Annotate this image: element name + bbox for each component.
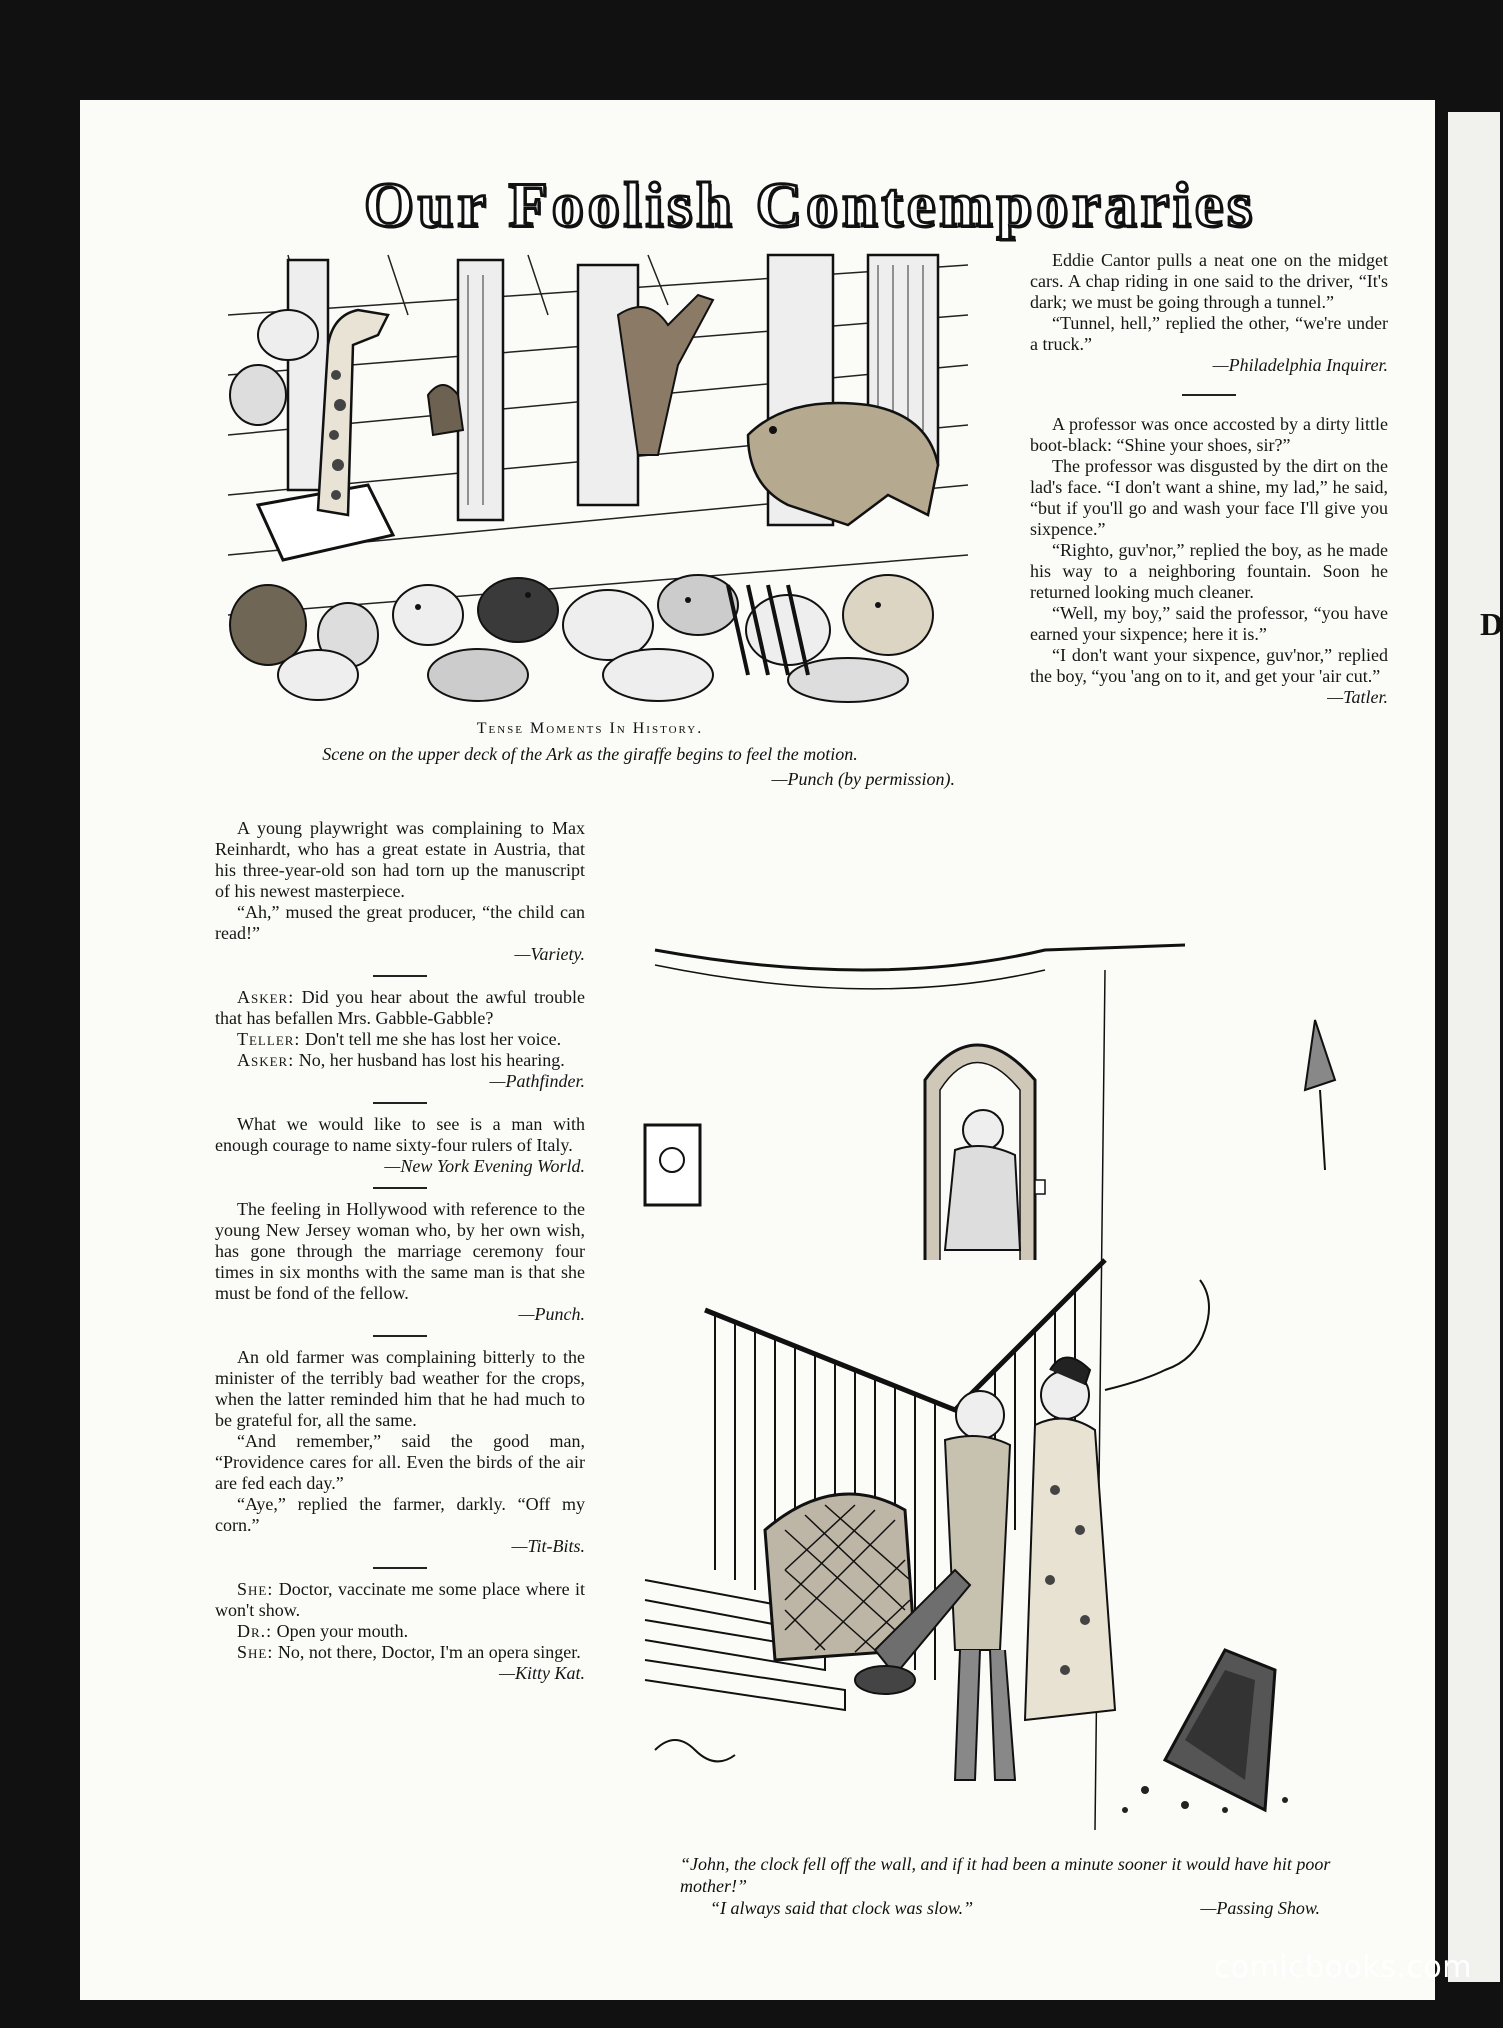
joke-paragraph: “Well, my boy,” said the professor, “you have earned your sixpence; here it is.” — [1030, 603, 1388, 644]
dialogue-line — [215, 987, 585, 1029]
joke-source: —Variety. — [514, 944, 585, 964]
caption-line-1: “John, the clock fell off the wall, and if it had been a minute sooner it would have hit poor mother!” — [680, 1854, 1331, 1896]
speaker-label: Teller: — [237, 1029, 301, 1049]
joke-paragraph: The professor was disgusted by the dirt on the lad's face. “I don't want a shine, my lad,” he said, “but if you'll go and wash your face I'll give you sixpence.” — [1030, 456, 1388, 539]
dialogue-text: Doctor, vaccinate me some place where it won't show. — [215, 1579, 586, 1620]
next-page-fragment: D — [1480, 606, 1503, 642]
joke-paragraph: The feeling in Hollywood with reference to the young New Jersey woman who, by her own wish, has gone through the marriage ceremony four times in six months with the same man is that she must be fond of the fellow. — [215, 1199, 585, 1303]
joke-paragraph: “Aye,” replied the farmer, darkly. “Off my corn.” — [215, 1494, 585, 1535]
joke-paragraph: “Righto, guv'nor,” replied the boy, as he made his way to a neighboring fountain. Soon he returned looking much cleaner. — [1030, 540, 1388, 602]
ark-illustration — [228, 255, 968, 700]
ark-caption-credit: —Punch (by permission). — [771, 769, 955, 789]
joke-paragraph: “Ah,” mused the great producer, “the child can read!” — [215, 902, 585, 943]
caption-line-2-row — [680, 1897, 1350, 1919]
dialogue-line — [215, 1029, 585, 1050]
dialogue-line — [215, 1050, 585, 1071]
joke-paragraph: “And remember,” said the good man, “Providence cares for all. Even the birds of the air are fed each day.” — [215, 1431, 585, 1493]
right-text-column — [1030, 250, 1388, 708]
caption-line-2: “I always said that clock was slow.” — [710, 1898, 974, 1918]
dialogue-text: Don't tell me she has lost her voice. — [304, 1029, 562, 1049]
next-page-edge — [1448, 112, 1503, 1982]
divider — [373, 1335, 427, 1337]
dialogue-line — [215, 1579, 585, 1621]
dialogue-text: Open your mouth. — [276, 1621, 409, 1641]
dialogue-text: No, not there, Doctor, I'm an opera singer. — [277, 1642, 581, 1662]
left-text-column — [215, 818, 585, 1684]
ark-caption-title: Tense Moments In History. — [476, 720, 704, 737]
clock-cartoon-caption — [680, 1853, 1350, 1919]
joke-source: —Kitty Kat. — [498, 1663, 585, 1683]
speaker-label: Dr.: — [237, 1621, 273, 1641]
joke-paragraph: What we would like to see is a man with enough courage to name sixty-four rulers of Italy. — [215, 1114, 585, 1155]
joke-paragraph: “I don't want your sixpence, guv'nor,” replied the boy, “you 'ang on to it, and get your 'air cut.” — [1030, 645, 1388, 686]
joke-paragraph: A young playwright was complaining to Max Reinhardt, who has a great estate in Austria, that his three-year-old son had torn up the manuscript of his newest masterpiece. — [215, 818, 585, 901]
joke-source: —Tit-Bits. — [511, 1536, 585, 1556]
joke-source: —Tatler. — [1327, 687, 1388, 707]
page-headline: Our Foolish Contemporaries — [363, 169, 1257, 240]
speaker-label: She: — [237, 1642, 274, 1662]
divider — [1182, 394, 1236, 396]
joke-paragraph: A professor was once accosted by a dirty little boot-black: “Shine your shoes, sir?” — [1030, 414, 1388, 455]
clock-cartoon-illustration — [625, 930, 1385, 1840]
joke-source: —New York Evening World. — [384, 1156, 585, 1176]
caption-credit: —Passing Show. — [1200, 1898, 1320, 1918]
divider — [373, 975, 427, 977]
joke-source: —Pathfinder. — [489, 1071, 585, 1091]
divider — [373, 1187, 427, 1189]
ark-caption-line: Scene on the upper deck of the Ark as the giraffe begins to feel the motion. — [322, 744, 858, 764]
joke-paragraph: “Tunnel, hell,” replied the other, “we're under a truck.” — [1030, 313, 1388, 354]
dialogue-text: Did you hear about the awful trouble that has befallen Mrs. Gabble-Gabble? — [215, 987, 585, 1028]
speaker-label: Asker: — [237, 1050, 295, 1070]
dialogue-line — [215, 1621, 585, 1642]
speaker-label: Asker: — [237, 987, 295, 1007]
divider — [373, 1102, 427, 1104]
speaker-label: She: — [237, 1579, 274, 1599]
joke-source: —Philadelphia Inquirer. — [1212, 355, 1388, 375]
joke-paragraph: An old farmer was complaining bitterly to the minister of the terribly bad weather for the crops, when the latter reminded him that he had much to be grateful for, all the same. — [215, 1347, 585, 1430]
divider — [373, 1567, 427, 1569]
joke-paragraph: Eddie Cantor pulls a neat one on the midget cars. A chap riding in one said to the driver, “It's dark; we must be going through a tunnel.” — [1030, 250, 1388, 312]
dialogue-text: No, her husband has lost his hearing. — [298, 1050, 565, 1070]
joke-source: —Punch. — [518, 1304, 585, 1324]
site-watermark: comicbooks.com — [1213, 1950, 1472, 1985]
ark-caption — [215, 720, 965, 790]
dialogue-line — [215, 1642, 585, 1663]
